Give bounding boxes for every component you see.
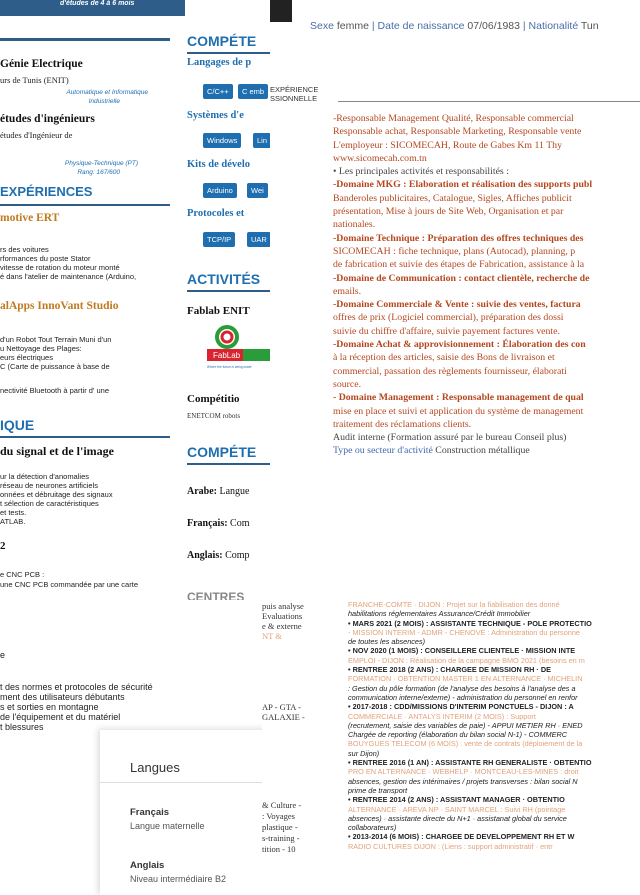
proj-line: réseau de neurones artificiels xyxy=(0,481,98,490)
competences-heading: COMPÉTE xyxy=(187,33,257,49)
career-line: - MISSION INTERIM - ADMR - CHENOVE : Administration du personne xyxy=(348,627,580,637)
exp1-title: motive ERT xyxy=(0,212,60,224)
experience-line: Audit interne (Formation assuré par le bureau Conseil plus) xyxy=(333,432,567,444)
lang-value: Langue xyxy=(219,486,250,497)
career-line: FORMATION · OBTENTION MASTER 1 EN ALTERNANCE · MICHELIN xyxy=(348,674,583,684)
lang-row xyxy=(187,550,250,561)
proj-line: t sélection de caractéristiques xyxy=(0,499,99,508)
sector-label: Type ou secteur d'activité xyxy=(333,445,433,457)
nationality-label: Nationalité xyxy=(528,20,579,32)
experience-line: - Domaine Management : Responsable management de qual xyxy=(333,392,584,404)
language-level: Niveau intermédiaire B2 xyxy=(130,874,227,884)
lang-value: Comp xyxy=(225,550,250,561)
profile-photo xyxy=(270,0,292,22)
lang-prog-label: Langages de p xyxy=(187,57,252,68)
career-line: absences) · assistante directe du N+1 · assistanat global du service xyxy=(348,813,567,823)
cnc-line: e CNC PCB : xyxy=(0,570,45,579)
career-line: • RENTREE 2018 (2 ANS) : CHARGEE DE MISSION RH · DE xyxy=(348,665,551,675)
fablab-tagline: Where the future is being made xyxy=(207,365,252,369)
skill-chip: TCP/IP xyxy=(203,232,235,247)
career-line: FRANCHE-COMTE · DIJON : Projet sur la fiabilisation des donné xyxy=(348,600,560,609)
skill-chip: C/C++ xyxy=(203,84,233,99)
career-line: COMMERCIALE · ANTALYS INTERIM (2 MOIS) : Support xyxy=(348,711,536,721)
exp1-line: é dans l'atelier de maintenance (Arduino, xyxy=(0,272,137,281)
fablab-title: Fablab ENIT xyxy=(187,305,250,317)
experience-line: Responsable achat, Responsable Marketing, Responsable vente xyxy=(333,126,582,138)
skill-line: e xyxy=(0,650,6,660)
career-line: prime de transport xyxy=(348,785,408,795)
experience-line: -Domaine Achat & approvisionnement : Élaboration des con xyxy=(333,339,586,351)
experience-line: -Domaine Commerciale & Vente : suivie des ventes, factura xyxy=(333,299,581,311)
career-line: ALTERNANCE · AREVA NP · SAINT MARCEL : Suivi RH (pointage xyxy=(348,804,566,814)
languages-title: Langues xyxy=(130,760,180,775)
career-line: absences, gestion des intérimaires / projets transverses : bilan social N xyxy=(348,776,578,786)
interest-line: tition - 10 xyxy=(262,844,296,854)
experience-line: -Responsable Management Qualité, Responsable commercial xyxy=(333,113,574,124)
proj-title: du signal et de l'image xyxy=(0,444,115,458)
side-label-line: SSIONNELLE xyxy=(270,94,318,103)
cnc-line: une CNC PCB commandée par une carte xyxy=(0,580,138,589)
skill-chip: Wei xyxy=(247,183,268,198)
skill-line: ment des utilisateurs débutants xyxy=(0,692,125,702)
experience-body xyxy=(333,112,640,458)
side-label-line: EXPÉRIENCE xyxy=(270,85,319,94)
section-side-label xyxy=(270,85,328,103)
proj-line: onnées et débruitage des signaux xyxy=(0,490,113,499)
interest-line: NT & xyxy=(262,631,282,641)
divider xyxy=(0,38,170,41)
lang-label: Français: xyxy=(187,518,228,529)
interest-line: : Voyages xyxy=(262,811,295,821)
edu1-title: Génie Electrique xyxy=(0,58,83,70)
language-level: Langue maternelle xyxy=(130,821,205,831)
interest-line: AP - GTA - xyxy=(262,702,301,712)
divider xyxy=(100,782,270,783)
divider xyxy=(187,52,270,54)
edu1-school: urs de Tunis (ENIT) xyxy=(0,75,69,85)
personal-info-line: Sexe femme | Date de naissance 07/06/1983 | Nationalité Tun xyxy=(310,20,599,32)
cv-panel-languages xyxy=(0,600,270,895)
experience-line: de fabrication et suivie des étapes de Fabrication, assistance à la xyxy=(333,259,585,271)
experience-line: traitement des réclamations clients. xyxy=(333,418,472,430)
exp2-line: eurs électriques xyxy=(0,353,53,362)
edu1-spec: Automatique et Informatique xyxy=(66,89,148,96)
career-line: collaborateurs) xyxy=(348,823,397,833)
proj-line: et tests. xyxy=(0,508,27,517)
experience-line: offres de prix (Logiciel commercial), préparation des dossi xyxy=(333,312,564,324)
kits-label: Kits de dévelo xyxy=(187,159,250,170)
edu2-title: études d'ingénieurs xyxy=(0,113,95,125)
exp1-line: rformances du poste Stator xyxy=(0,254,91,263)
experience-line: emails. xyxy=(333,285,362,297)
career-line: • RENTREE 2016 (1 AN) : ASSISTANTE RH GENERALISTE · OBTENTIO xyxy=(348,758,592,768)
protocols-label: Protocoles et xyxy=(187,208,245,219)
lang-value: Com xyxy=(230,518,250,529)
experience-line: suivie du chiffre d'affaire, suivie payement factures vente. xyxy=(333,325,560,337)
edu1-spec2: Industrielle xyxy=(88,98,120,105)
experience-line: présentation, Mise à jours de Site Web, Organisation et par xyxy=(333,206,564,218)
experience-line: www.sicomecah.com.tn xyxy=(333,152,427,164)
activities-heading: ACTIVITÉS xyxy=(187,271,261,287)
cv-panel-career xyxy=(342,600,640,895)
cv-panel-skills xyxy=(185,0,270,600)
career-list xyxy=(348,600,640,851)
interest-line: e & externe xyxy=(262,621,302,631)
skill-line: t des normes et protocoles de sécurité xyxy=(0,682,153,692)
sector-line xyxy=(333,444,640,457)
career-line: communication interne/externe) - administration du personnel en renfor xyxy=(348,692,578,702)
experience-line: commercial, passation des règlements fournisseur, élaborati xyxy=(333,365,567,377)
edu2-rank: Rang: 167/600 xyxy=(77,169,120,176)
lang-label: Arabe: xyxy=(187,486,217,497)
skill-line: de l'équipement et du matériel xyxy=(0,712,121,722)
exp1-line: rs des voitures xyxy=(0,245,49,254)
sexe-label: Sexe xyxy=(310,20,334,32)
fablab-logo-text: FabLab xyxy=(213,351,241,360)
divider xyxy=(187,463,270,465)
experience-line: Banderoles publicitaires, Catalogue, Sigles, Affiches publicit xyxy=(333,192,572,204)
skill-chip: Arduino xyxy=(203,183,237,198)
career-line: PRO EN ALTERNANCE · WEBHELP · MONTCEAU-LES-MINES : droit xyxy=(348,767,579,777)
divider xyxy=(0,436,170,438)
experience-line: • Les principales activités et responsabilités : xyxy=(333,166,509,178)
languages-card xyxy=(100,730,270,895)
top-banner xyxy=(0,0,185,16)
skill-chip: Lin xyxy=(253,133,270,148)
interest-line: s-training - xyxy=(262,833,300,843)
dob-value: 07/06/1983 xyxy=(467,20,520,32)
career-line: sur Dijon) xyxy=(348,748,380,758)
career-line: • NOV 2020 (1 MOIS) : CONSEILLERE CLIENTELE · MISSION INTE xyxy=(348,646,576,656)
lang-label: Anglais: xyxy=(187,550,223,561)
cv-panel-interests xyxy=(262,600,342,895)
career-line: (recrutement, saisie des variables de paie) - APPUI METIER RH · ENED xyxy=(348,720,583,730)
career-line: Chargée de reporting (élaboration du bilan social N-1) - COMMERC xyxy=(348,730,568,740)
interest-line: puis analyse xyxy=(262,601,304,611)
cv-panel-education xyxy=(0,0,185,600)
experience-line: -Domaine Technique : Préparation des offres techniques des xyxy=(333,232,584,244)
exp2-line: u Nettoyage des Plages: xyxy=(0,344,82,353)
experience-line: -Domaine de Communication : contact clientèle, recherche de xyxy=(333,272,590,284)
top-banner-text: d'études de 4 à 6 mois xyxy=(60,0,135,7)
divider xyxy=(338,101,640,102)
competition-sub: ENETCOM robots xyxy=(187,412,241,420)
interest-line: plastique - xyxy=(262,822,298,832)
fablab-logo-icon xyxy=(205,325,270,370)
proj-line: ATLAB. xyxy=(0,517,26,526)
career-line: : Gestion du pôle formation (de l'analyse des besoins à l'analyse des a xyxy=(348,683,576,693)
skill-chip: UAR xyxy=(247,232,270,247)
career-line: • 2017-2018 : CDD/MISSIONS D'INTERIM PONCTUELS - DIJON : A xyxy=(348,702,574,712)
edu2-desc: études d'Ingénieur de xyxy=(0,130,73,140)
interest-line: & Culture - xyxy=(262,800,302,810)
exp2-line: d'un Robot Tout Terrain Muni d'un xyxy=(0,335,112,344)
cv-panel-experience xyxy=(270,0,640,600)
experience-line: nationales. xyxy=(333,219,376,231)
skill-line: s et sorties en montagne xyxy=(0,702,99,712)
experience-line: mise en place et suivi et application du système de management xyxy=(333,405,584,417)
interest-line: Evaluations xyxy=(262,611,303,621)
divider xyxy=(187,290,270,292)
skill-chip: C emb xyxy=(238,84,268,99)
project-heading: IQUE xyxy=(0,417,35,433)
career-line: EMPLOI - DIJON : Réalisation de la campagne BMO 2021 (besoins en m xyxy=(348,655,585,665)
career-line: • 2013-2014 (6 MOIS) : CHARGEE DE DEVELOPPEMENT RH ET W xyxy=(348,832,575,842)
exp2-line: nectivité Bluetooth à partir d' une xyxy=(0,386,109,395)
career-line: • RENTREE 2014 (2 ANS) : ASSISTANT MANAGER · OBTENTIO xyxy=(348,795,565,805)
competences2-heading: COMPÉTE xyxy=(187,444,257,460)
experience-line: source. xyxy=(333,378,362,390)
bottom-heading: CENTRES xyxy=(187,590,245,600)
proj-num: 2 xyxy=(0,540,6,552)
career-line: habilitations réglementaires Assurance/Crédit Immobilier xyxy=(348,609,531,619)
experience-line: -Domaine MKG : Elaboration et réalisation des supports publ xyxy=(333,179,593,191)
career-line: de toutes les absences) xyxy=(348,637,426,647)
sexe-value: femme xyxy=(336,20,369,32)
sector-value: Construction métallique xyxy=(435,445,530,457)
nationality-value: Tun xyxy=(580,20,599,32)
skill-chip: Windows xyxy=(203,133,241,148)
language-name: Anglais xyxy=(130,860,165,871)
experiences-heading: EXPÉRIENCES xyxy=(0,184,93,199)
lang-row xyxy=(187,518,250,529)
edu2-spec: Physique-Technique (PT) xyxy=(64,160,138,167)
career-line: RADIO CULTURES DIJON : (Liens : support administratif · entr xyxy=(348,841,553,851)
exp1-line: vitesse de rotation du moteur monté xyxy=(0,263,120,272)
systems-label: Systèmes d'e xyxy=(187,110,244,121)
dob-label: Date de naissance xyxy=(377,20,465,32)
competition-title: Compétitio xyxy=(187,393,240,405)
exp2-title: alApps InnoVant Studio xyxy=(0,300,119,312)
interest-line: GALAXIE - xyxy=(262,712,305,722)
career-line: • MARS 2021 (2 MOIS) : ASSISTANTE TECHNIQUE - POLE PROTECTIO xyxy=(348,618,592,628)
experience-line: à la réception des articles, saisie des Bons de livraison et xyxy=(333,352,555,364)
language-name: Français xyxy=(130,807,170,818)
proj-line: ur la détection d'anomalies xyxy=(0,472,89,481)
experience-line: SICOMECAH : fiche technique, plans (Autocad), planning, p xyxy=(333,245,576,257)
career-line: BOUYGUES TELECOM (6 MOIS) : vente de contrats (déploiement de la xyxy=(348,739,583,749)
experience-line: L'employeur : SICOMECAH, Route de Gabes Km 11 Thy xyxy=(333,139,562,151)
skill-line: t blessures xyxy=(0,722,44,732)
exp2-line: C (Carte de puissance à base de xyxy=(0,362,110,371)
divider xyxy=(0,204,170,206)
lang-row xyxy=(187,486,250,497)
